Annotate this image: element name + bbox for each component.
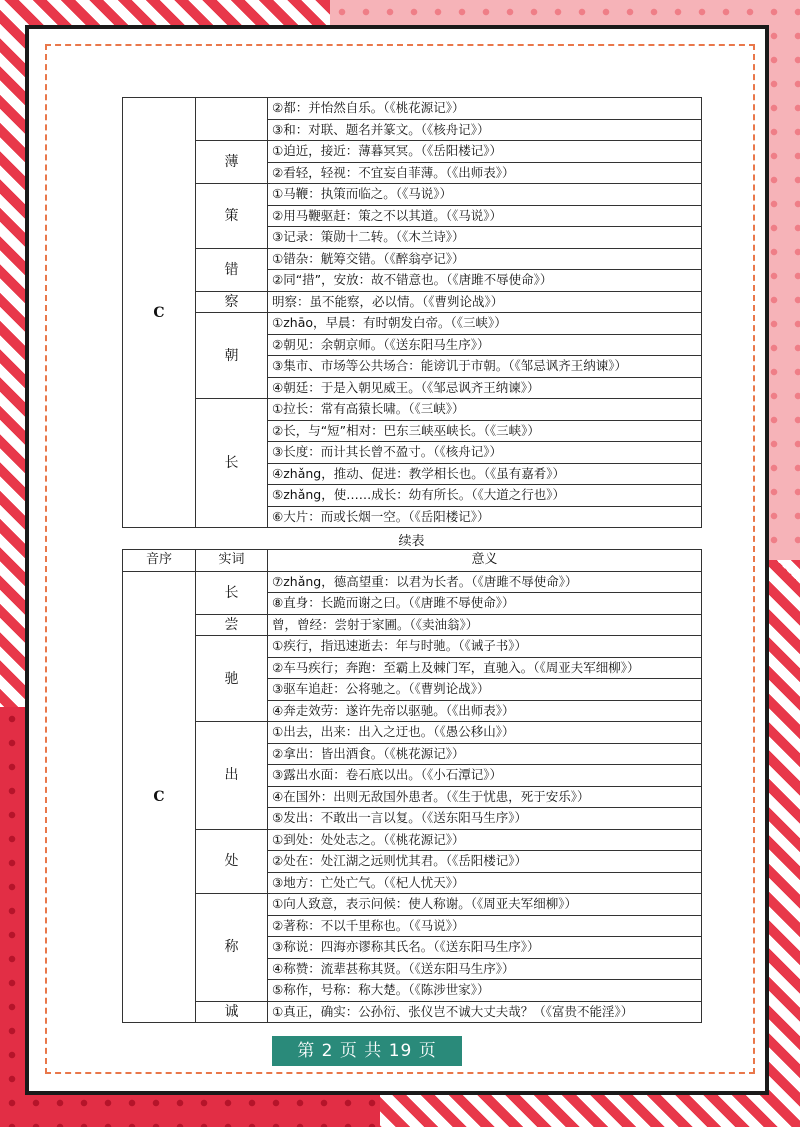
meaning-cell: ⑤zhǎng，使……成长：幼有所长。（《大道之行也》）	[268, 485, 702, 507]
meaning-cell: ①疾行，指迅速逝去：年与时驰。（《诫子书》）	[268, 636, 702, 658]
word-cell: 诚	[196, 1001, 268, 1023]
word-cell: 长	[196, 571, 268, 614]
meaning-cell: ③和：对联、题名并篆文。（《核舟记》）	[268, 119, 702, 141]
meaning-cell: ⑤发出：不敢出一言以复。（《送东阳马生序》）	[268, 808, 702, 830]
meaning-cell: ③集市、市场等公共场合：能谤讥于市朝。（《邹忌讽齐王纳谏》）	[268, 356, 702, 378]
meaning-cell: ⑥大片：而或长烟一空。（《岳阳楼记》）	[268, 506, 702, 528]
table-row	[123, 313, 702, 335]
table-row	[123, 894, 702, 916]
word-cell: 察	[196, 291, 268, 313]
meaning-cell: ①zhāo，早晨：有时朝发白帝。（《三峡》）	[268, 313, 702, 335]
word-cell: 朝	[196, 313, 268, 399]
meaning-cell: ⑦zhǎng，德高望重：以君为长者。（《唐雎不辱使命》）	[268, 571, 702, 593]
meaning-cell: ②朝见：余朝京师。（《送东阳马生序》）	[268, 334, 702, 356]
table-row	[123, 248, 702, 270]
vocab-table-1	[122, 97, 702, 528]
table-row	[123, 184, 702, 206]
table-row	[123, 829, 702, 851]
table-row	[123, 571, 702, 593]
meaning-cell: ①错杂：觥筹交错。（《醉翁亭记》）	[268, 248, 702, 270]
meaning-cell: ②拿出：皆出酒食。（《桃花源记》）	[268, 743, 702, 765]
table-row	[123, 291, 702, 313]
table-header-cell: 意义	[268, 550, 702, 572]
word-cell: 驰	[196, 636, 268, 722]
word-cell: 错	[196, 248, 268, 291]
meaning-cell: ⑧直身：长跪而谢之曰。（《唐雎不辱使命》）	[268, 593, 702, 615]
meaning-cell: ③驱车追赶：公将驰之。（《曹刿论战》）	[268, 679, 702, 701]
table-header-cell: 实词	[196, 550, 268, 572]
table-row	[123, 636, 702, 658]
table-row	[123, 614, 702, 636]
meaning-cell: ②著称：不以千里称也。（《马说》）	[268, 915, 702, 937]
word-cell: 策	[196, 184, 268, 249]
pinyin-level-cell: C	[123, 98, 196, 528]
meaning-cell: ③地方：亡处亡气。（《杞人忧天》）	[268, 872, 702, 894]
table-row	[123, 98, 702, 120]
word-cell: 长	[196, 399, 268, 528]
meaning-cell: ②处在：处江湖之远则忧其君。（《岳阳楼记》）	[268, 851, 702, 873]
meaning-cell: ③称说：四海亦谬称其氏名。（《送东阳马生序》）	[268, 937, 702, 959]
meaning-cell: ②同“措”，安放：故不错意也。（《唐雎不辱使命》）	[268, 270, 702, 292]
meaning-cell: ④朝廷：于是入朝见威王。（《邹忌讽齐王纳谏》）	[268, 377, 702, 399]
pinyin-level-cell: C	[123, 571, 196, 1023]
table-row	[123, 1001, 702, 1023]
meaning-cell: ①迫近，接近：薄暮冥冥。（《岳阳楼记》）	[268, 141, 702, 163]
meaning-cell: ②都：并怡然自乐。（《桃花源记》）	[268, 98, 702, 120]
table-row	[123, 141, 702, 163]
vocab-table-2	[122, 549, 702, 1023]
table-row	[123, 399, 702, 421]
meaning-cell: ②车马疾行；奔跑：至霸上及棘门军，直驰入。（《周亚夫军细柳》）	[268, 657, 702, 679]
meaning-cell: ④在国外：出则无敌国外患者。（《生于忧患，死于安乐》）	[268, 786, 702, 808]
page-indicator	[272, 1036, 462, 1066]
meaning-cell: ①马鞭：执策而临之。（《马说》）	[268, 184, 702, 206]
page-indicator-text: 第 2 页 共 19 页	[297, 1041, 437, 1061]
meaning-cell: ①向人致意，表示问候：使人称谢。（《周亚夫军细柳》）	[268, 894, 702, 916]
meaning-cell: ②用马鞭驱赶：策之不以其道。（《马说》）	[268, 205, 702, 227]
word-cell: 薄	[196, 141, 268, 184]
table-header-cell: 音序	[123, 550, 196, 572]
meaning-cell: ①拉长：常有高猿长啸。（《三峡》）	[268, 399, 702, 421]
word-cell: 尝	[196, 614, 268, 636]
table-row	[123, 722, 702, 744]
word-cell: 出	[196, 722, 268, 830]
meaning-cell: 曾，曾经：尝射于家圃。（《卖油翁》）	[268, 614, 702, 636]
meaning-cell: 明察：虽不能察，必以情。（《曹刿论战》）	[268, 291, 702, 313]
meaning-cell: ③记录：策勋十二转。（《木兰诗》）	[268, 227, 702, 249]
word-cell: 称	[196, 894, 268, 1002]
meaning-cell: ⑤称作，号称：称大楚。（《陈涉世家》）	[268, 980, 702, 1002]
table-header-row	[123, 550, 702, 572]
meaning-cell: ③露出水面：卷石底以出。（《小石潭记》）	[268, 765, 702, 787]
meaning-cell: ②看轻，轻视：不宜妄自菲薄。（《出师表》）	[268, 162, 702, 184]
meaning-cell: ②长，与“短”相对：巴东三峡巫峡长。（《三峡》）	[268, 420, 702, 442]
meaning-cell: ①真正，确实：公孙衍、张仪岂不诚大丈夫哉？（《富贵不能淫》）	[268, 1001, 702, 1023]
continued-label: 续表	[398, 534, 425, 549]
meaning-cell: ④称赞：流辈甚称其贤。（《送东阳马生序》）	[268, 958, 702, 980]
meaning-cell: ③长度：而计其长曾不盈寸。（《核舟记》）	[268, 442, 702, 464]
meaning-cell: ④zhǎng，推动、促进：教学相长也。（《虽有嘉肴》）	[268, 463, 702, 485]
word-cell: 处	[196, 829, 268, 894]
meaning-cell: ①到处：处处志之。（《桃花源记》）	[268, 829, 702, 851]
meaning-cell: ①出去，出来：出入之迂也。（《愚公移山》）	[268, 722, 702, 744]
meaning-cell: ④奔走效劳：遂许先帝以驱驰。（《出师表》）	[268, 700, 702, 722]
word-cell	[196, 98, 268, 141]
